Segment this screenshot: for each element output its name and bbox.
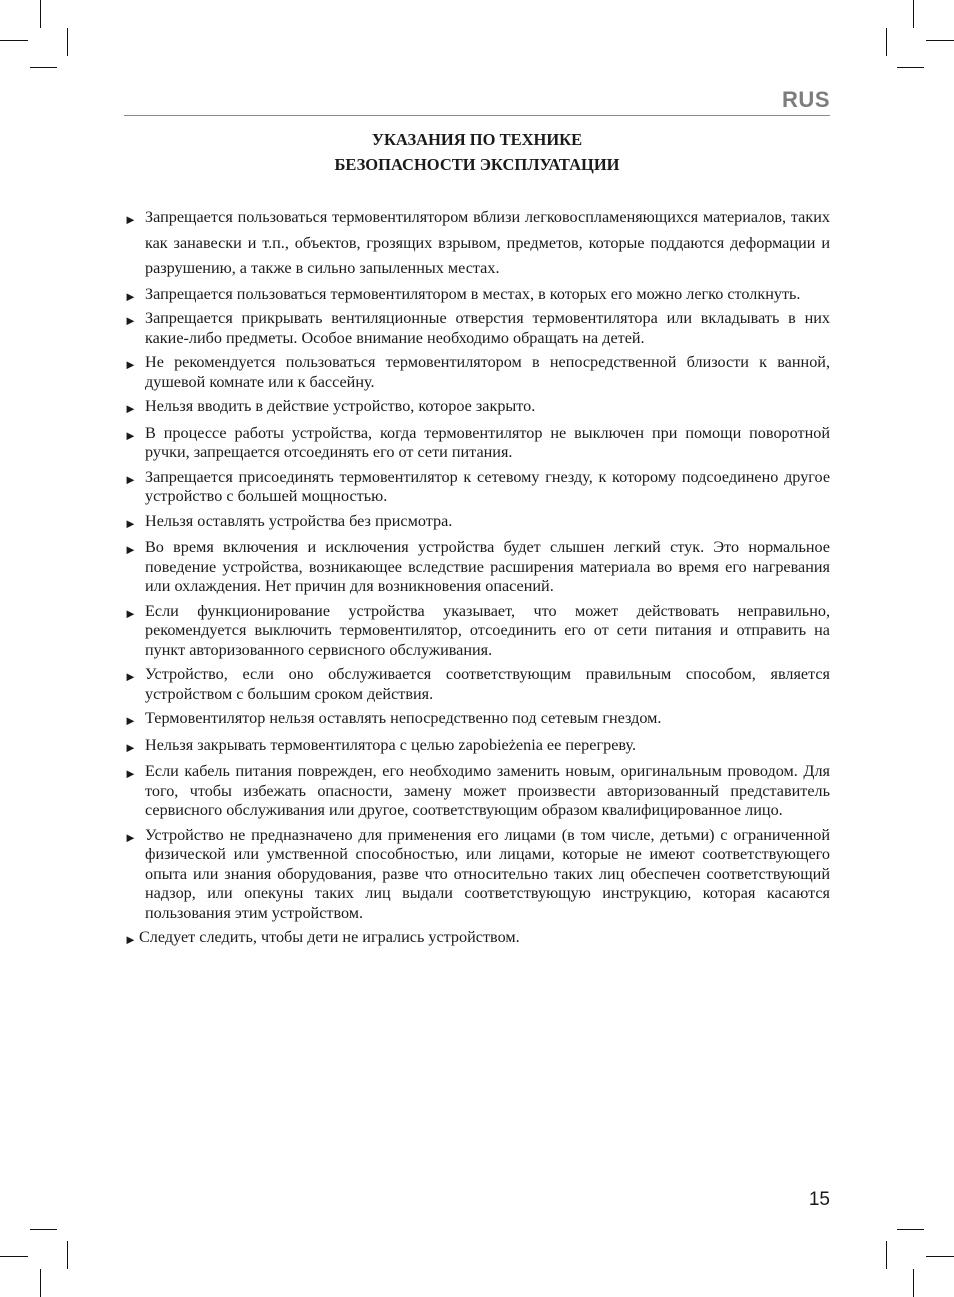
list-item xyxy=(124,468,830,507)
list-item-text: Устройство, если оно обслуживается соответствующим правильным способом, является устройством с большим сроком действия. xyxy=(145,665,830,703)
bullet-arrow-icon: ► xyxy=(124,471,137,487)
list-item-text: Запрещается присоединять термовентилятор к сетевому гнезду, к которому подсоединено другое устройство с большей мощностью. xyxy=(145,467,830,505)
bullet-arrow-icon: ► xyxy=(124,212,137,227)
bullet-arrow-icon: ► xyxy=(124,932,137,947)
bullet-arrow-icon: ► xyxy=(124,713,137,728)
crop-mark xyxy=(913,1269,914,1297)
crop-mark xyxy=(0,1256,28,1257)
list-item xyxy=(124,282,830,310)
list-item xyxy=(124,602,830,661)
page-number: 15 xyxy=(808,1189,830,1210)
list-item-text: Запрещается прикрывать вентиляционные отверстия термовентилятора или вкладывать в них какие-либо предметы. Особое внимание необходимо обращать на детей. xyxy=(145,309,830,347)
list-item-text: Не рекомендуется пользоваться термовентилятором в непосредственной близости к ванной, душевой комнате или к бассейну. xyxy=(145,353,830,391)
bullet-arrow-icon: ► xyxy=(124,605,137,621)
section-title-line-2: БЕЗОПАСНОСТИ ЭКСПЛУАТАЦИИ xyxy=(334,154,620,174)
list-item-text: Запрещается пользоваться термовентилятором в местах, в которых его можно легко столкнуть. xyxy=(145,284,801,303)
list-item-text: Если кабель питания поврежден, его необходимо заменить новым, оригинальным проводом. Для того, чтобы избежать опасности, замену может произвести авторизованный представитель сервисного обслуживания или другое, соответствующим образом квалифицированное лицо. xyxy=(145,762,830,819)
crop-mark xyxy=(30,1229,57,1230)
list-item xyxy=(124,709,830,731)
safety-instructions-list xyxy=(124,205,830,955)
list-item xyxy=(124,826,830,924)
language-label: RUS xyxy=(782,87,830,112)
list-item xyxy=(124,928,830,950)
list-item-text: Нельзя вводить в действие устройство, которое закрыто. xyxy=(145,397,536,415)
list-item xyxy=(124,353,830,392)
list-item xyxy=(124,538,830,597)
bullet-arrow-icon: ► xyxy=(124,515,137,531)
list-item xyxy=(124,512,830,534)
crop-mark xyxy=(886,28,887,56)
list-item-text: Если функционирование устройства указывает, что может действовать неправильно, рекомендуется выключить термовентилятор, отсоединить его от сети питания и отправить на пункт авторизованного сервисного обслуживания. xyxy=(145,601,830,659)
bullet-arrow-icon: ► xyxy=(124,401,137,416)
crop-mark xyxy=(913,0,914,28)
bullet-arrow-icon: ► xyxy=(124,739,137,755)
list-item-text: Термовентилятор нельзя оставлять непосредственно под сетевым гнездом. xyxy=(145,709,662,727)
bullet-arrow-icon: ► xyxy=(124,766,137,781)
list-item xyxy=(124,762,830,821)
list-item xyxy=(124,309,830,348)
list-item-text: Запрещается пользоваться термовентилятором вблизи легковоспламеняющихся материалов, таких как занавески и т.п., объектов, грозящих взрывом, предметов, которые поддаются деформации и разрушению, а также в сильно запыленных местах. xyxy=(145,208,830,277)
list-item-text: Следует следить, чтобы дети не игрались устройством. xyxy=(139,928,520,946)
crop-mark xyxy=(40,0,41,28)
crop-mark xyxy=(886,1241,887,1269)
list-item-text: Нельзя закрывать термовентилятора с целью zapobieżenia ее перегреву. xyxy=(145,735,636,754)
crop-mark xyxy=(897,67,924,68)
list-item-text: Устройство не предназначено для применения его лицами (в том числе, детьми) с ограниченной физической или умственной способностью, или лицами, которые не имеют соответствующего опыта или знания оборудования, разве что относительно таких лиц обеспечен соответствующий надзор, или опекуны таких лиц выдали соответствующую инструкцию, которая касаются пользования этим устройством. xyxy=(145,825,830,922)
crop-mark xyxy=(0,40,28,41)
crop-mark xyxy=(897,1229,924,1230)
crop-mark xyxy=(40,1269,41,1297)
list-item xyxy=(124,665,830,704)
list-item xyxy=(124,736,830,758)
crop-mark xyxy=(926,1256,954,1257)
list-item xyxy=(124,397,830,419)
bullet-arrow-icon: ► xyxy=(124,542,137,557)
list-item xyxy=(124,205,830,282)
crop-mark xyxy=(30,67,57,68)
list-item xyxy=(124,424,830,463)
list-item-text: Нельзя оставлять устройства без присмотра. xyxy=(145,511,453,530)
list-item-text: Во время включения и исключения устройства будет слышен легкий стук. Это нормальное поведение устройства, возникающее вследствие расширения материала во время его нагревания или охлаждения. Нет причин для возникновения опасений. xyxy=(145,538,830,595)
crop-mark xyxy=(67,1241,68,1269)
bullet-arrow-icon: ► xyxy=(124,313,137,328)
section-title-line-1: УКАЗАНИЯ ПО ТЕХНИКЕ xyxy=(371,130,583,149)
bullet-arrow-icon: ► xyxy=(124,357,137,372)
crop-mark xyxy=(926,40,954,41)
bullet-arrow-icon: ► xyxy=(124,669,137,684)
header-rule xyxy=(124,115,830,116)
bullet-arrow-icon: ► xyxy=(124,427,137,443)
bullet-arrow-icon: ► xyxy=(124,288,137,304)
bullet-arrow-icon: ► xyxy=(124,829,137,845)
crop-mark xyxy=(67,28,68,56)
list-item-text: В процессе работы устройства, когда термовентилятор не выключен при помощи поворотной ручки, запрещается отсоединять его от сети питания. xyxy=(145,423,830,461)
section-title xyxy=(124,128,830,177)
